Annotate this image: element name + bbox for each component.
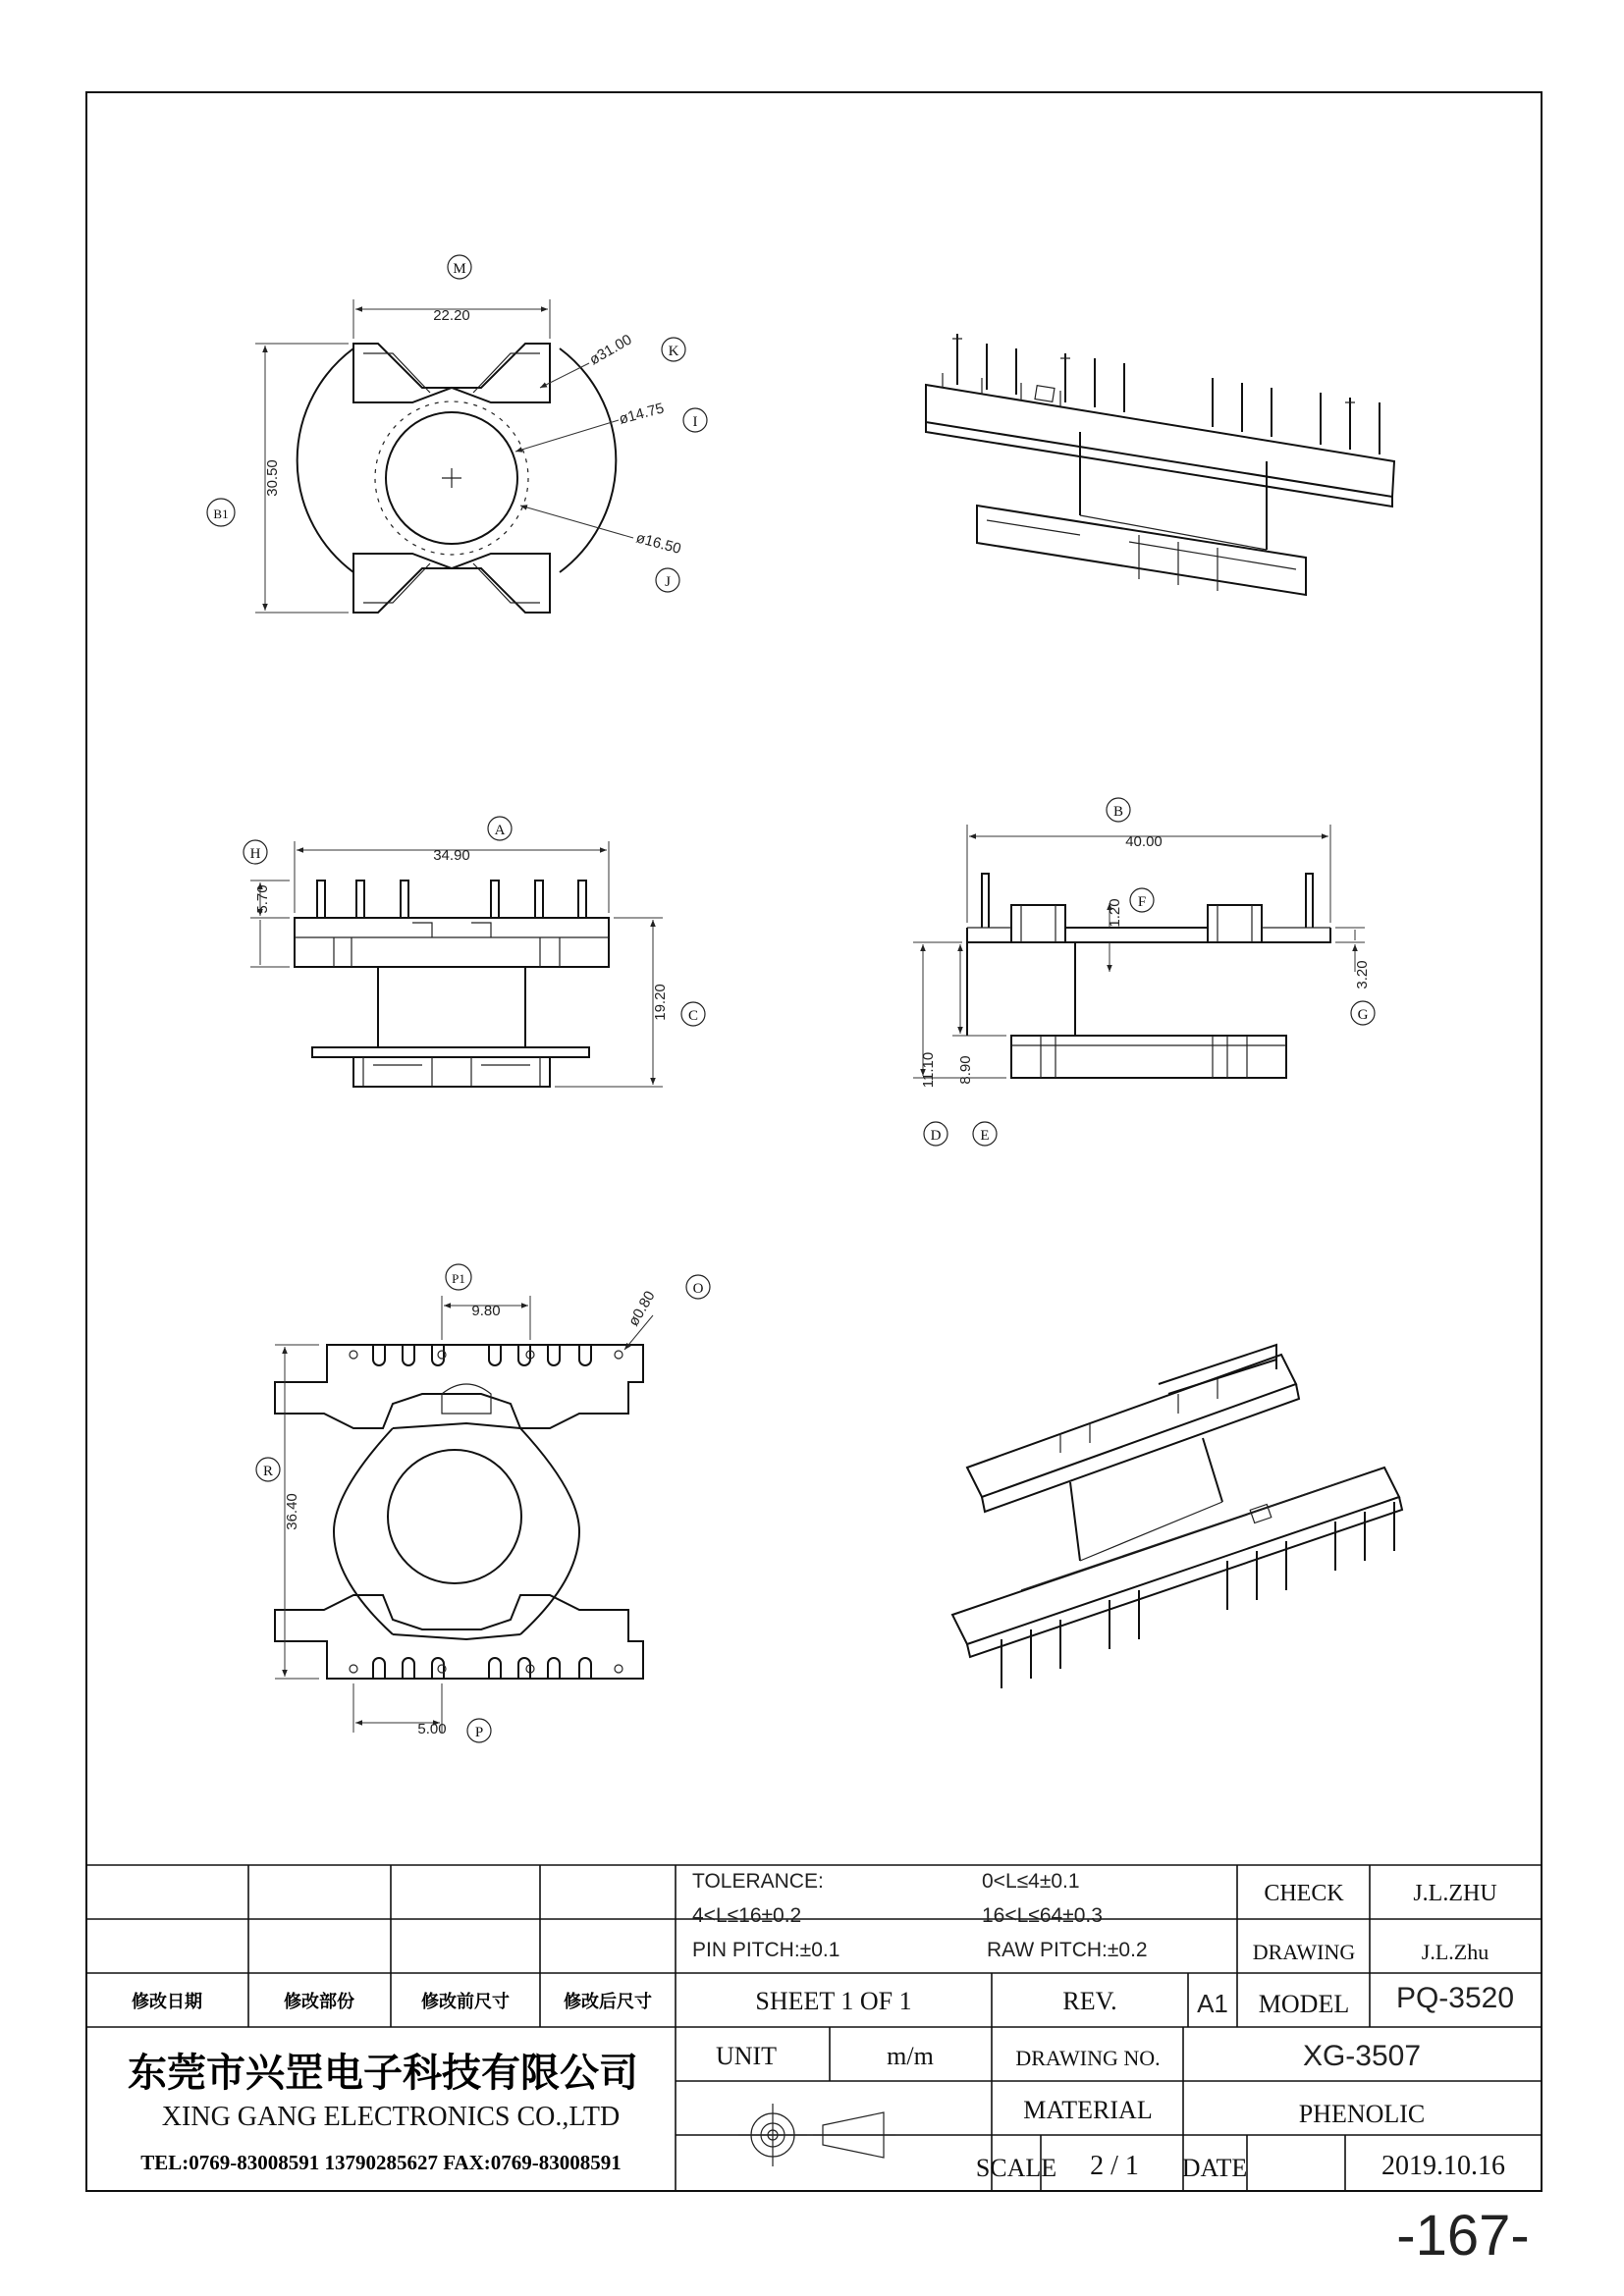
label-j <box>656 568 679 592</box>
dim-front-pin: 5.70 <box>254 884 271 914</box>
dim-front-height: 19.20 <box>652 984 669 1021</box>
dim-top-width: 22.20 <box>433 307 470 324</box>
label-p1 <box>446 1264 471 1290</box>
drawing-no-label: DRAWING NO. <box>1015 2046 1161 2070</box>
model-value: PQ-3520 <box>1395 1982 1515 2014</box>
dim-bottom-pitch2: 5.00 <box>417 1721 447 1737</box>
title-block <box>86 1865 1542 2191</box>
label-k <box>662 338 685 361</box>
label-e <box>973 1122 997 1146</box>
label-p <box>467 1719 491 1742</box>
model-label: MODEL <box>1258 1990 1350 2018</box>
svg-text:P1: P1 <box>452 1271 465 1286</box>
top-view <box>207 255 707 613</box>
raw-pitch: RAW PITCH:±0.2 <box>987 1939 1148 1961</box>
tolerance-1: 0<L≤4±0.1 <box>982 1870 1080 1893</box>
scale-label: SCALE <box>975 2154 1057 2182</box>
date-value: 2019.10.16 <box>1381 2151 1505 2181</box>
dim-side-h2: 8.90 <box>957 1055 974 1085</box>
drawing-value: J.L.Zhu <box>1421 1940 1489 1964</box>
dim-side-flange: 1.20 <box>1107 898 1123 928</box>
material-label: MATERIAL <box>1023 2096 1153 2124</box>
dim-front-length: 34.90 <box>433 847 470 864</box>
label-b <box>1107 798 1130 822</box>
svg-text:P: P <box>474 1725 484 1740</box>
label-o <box>686 1275 710 1299</box>
unit-label: UNIT <box>715 2042 778 2070</box>
rev-header-date: 修改日期 <box>132 1992 202 2011</box>
svg-text:D: D <box>930 1128 942 1144</box>
label-c <box>681 1002 705 1026</box>
dim-bottom-pin-d: ø0.80 <box>624 1288 659 1329</box>
drawing-no-value: XG-3507 <box>1302 2040 1422 2072</box>
svg-text:A: A <box>494 823 506 838</box>
check-value: J.L.ZHU <box>1413 1881 1497 1906</box>
label-g <box>1351 1001 1375 1025</box>
dim-side-base: 3.20 <box>1354 960 1371 989</box>
unit-value: m/m <box>887 2042 934 2070</box>
svg-text:G: G <box>1357 1007 1369 1023</box>
svg-text:C: C <box>687 1008 699 1024</box>
pin-pitch: PIN PITCH:±0.1 <box>692 1939 840 1961</box>
dim-side-h1: 11.10 <box>920 1051 937 1089</box>
svg-text:M: M <box>453 261 466 277</box>
label-d <box>924 1122 947 1146</box>
front-view <box>244 817 705 1087</box>
svg-text:I: I <box>692 414 698 430</box>
label-r <box>256 1458 280 1481</box>
dim-top-inner: ø14.75 <box>617 400 667 428</box>
tolerance-label: TOLERANCE: <box>692 1870 824 1893</box>
rev-header-after: 修改后尺寸 <box>564 1992 652 2011</box>
bottom-view <box>256 1264 710 1742</box>
rev-header-part: 修改部份 <box>284 1992 354 2011</box>
label-a <box>488 817 512 840</box>
check-label: CHECK <box>1264 1881 1344 1906</box>
page-number: -167- <box>1396 2204 1530 2268</box>
label-i <box>683 408 707 432</box>
dim-side-length: 40.00 <box>1125 833 1163 850</box>
svg-text:K: K <box>668 344 679 359</box>
label-b1 <box>207 499 235 526</box>
label-h <box>244 840 267 864</box>
material-value: PHENOLIC <box>1298 2100 1426 2128</box>
sheet-info: SHEET 1 OF 1 <box>755 1987 912 2015</box>
label-f <box>1130 888 1154 912</box>
dim-top-outer: ø31.00 <box>586 331 635 369</box>
svg-text:H: H <box>249 846 261 862</box>
dim-bottom-pitch1: 9.80 <box>471 1303 501 1319</box>
rev-value: A1 <box>1197 1989 1228 2018</box>
iso-view-lower <box>952 1345 1402 1688</box>
dim-top-height: 30.50 <box>264 459 281 497</box>
side-view <box>913 798 1375 1146</box>
date-label: DATE <box>1181 2154 1248 2182</box>
projection-symbol-icon <box>738 2104 895 2166</box>
dim-bottom-height: 36.40 <box>284 1493 300 1530</box>
company-name-en: XING GANG ELECTRONICS CO.,LTD <box>161 2102 621 2132</box>
scale-value: 2 / 1 <box>1090 2151 1139 2181</box>
svg-text:B1: B1 <box>213 507 229 521</box>
tolerance-2: 4<L≤16±0.2 <box>692 1904 802 1927</box>
dim-top-mid: ø16.50 <box>633 529 683 558</box>
svg-text:O: O <box>692 1281 704 1297</box>
svg-text:J: J <box>665 574 671 590</box>
company-contact: TEL:0769-83008591 13790285627 FAX:0769-83008591 <box>140 2151 622 2174</box>
label-m <box>448 255 471 279</box>
company-name-cn: 东莞市兴罡电子科技有限公司 <box>128 2051 638 2095</box>
tolerance-3: 16<L≤64±0.3 <box>982 1904 1103 1927</box>
svg-text:E: E <box>980 1128 990 1144</box>
iso-view-upper <box>926 334 1394 595</box>
rev-header-before: 修改前尺寸 <box>421 1992 510 2011</box>
drawing-label: DRAWING <box>1252 1940 1356 1964</box>
svg-text:B: B <box>1112 804 1124 820</box>
rev-label: REV. <box>1062 1987 1117 2015</box>
svg-text:R: R <box>262 1464 274 1479</box>
svg-text:F: F <box>1137 894 1147 910</box>
